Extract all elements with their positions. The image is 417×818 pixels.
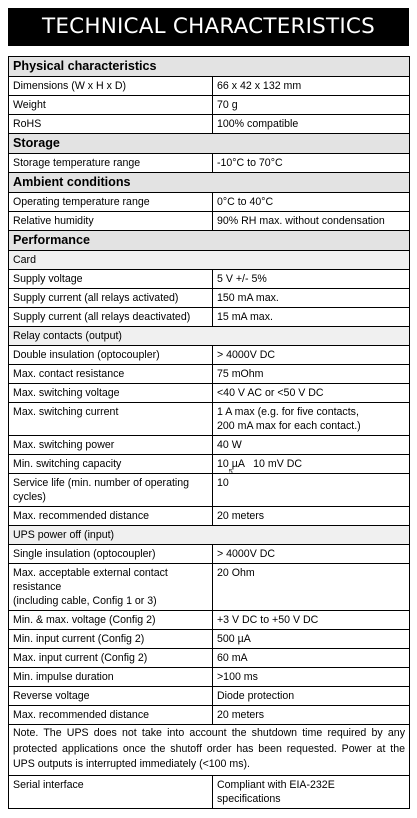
row-label bbox=[9, 474, 213, 507]
row-value: 20 Ohm bbox=[213, 564, 410, 611]
value-line: Compliant with EIA-232E bbox=[217, 778, 335, 791]
row-value: 20 meters bbox=[213, 706, 410, 725]
subsection-header bbox=[9, 251, 410, 270]
row-label: Max. switching power bbox=[9, 436, 213, 455]
row-value: 150 mA max. bbox=[213, 289, 410, 308]
table-row bbox=[9, 668, 410, 687]
tech-spec-table bbox=[8, 56, 410, 809]
row-label: Max. switching current bbox=[9, 403, 213, 436]
row-value: 15 mA max. bbox=[213, 308, 410, 327]
table-row bbox=[9, 611, 410, 630]
table-row bbox=[9, 545, 410, 564]
row-label: Supply current (all relays activated) bbox=[9, 289, 213, 308]
table-row bbox=[9, 403, 410, 436]
row-value: 60 mA bbox=[213, 649, 410, 668]
label-line: resistance bbox=[13, 581, 62, 593]
row-value: 90% RH max. without condensation bbox=[213, 212, 410, 231]
row-value: 500 µA bbox=[213, 630, 410, 649]
table-row bbox=[9, 154, 410, 173]
row-label: Max. contact resistance bbox=[9, 365, 213, 384]
note-text: Note. The UPS does not take into account the shutdown time required by any protected applications once the shutoff order has been requested. Power at the UPS outputs is interrupted immediately (<100 ms). bbox=[9, 725, 410, 776]
subsection-header bbox=[9, 327, 410, 346]
table-row bbox=[9, 706, 410, 725]
row-value: > 4000V DC bbox=[213, 346, 410, 365]
row-value: > 4000V DC bbox=[213, 545, 410, 564]
table-row bbox=[9, 507, 410, 526]
section-physical: Physical characteristics bbox=[9, 57, 410, 77]
row-value: Diode protection bbox=[213, 687, 410, 706]
row-label: Relative humidity bbox=[9, 212, 213, 231]
table-row bbox=[9, 308, 410, 327]
section-header bbox=[9, 173, 410, 193]
section-performance: Performance bbox=[9, 231, 410, 251]
row-value bbox=[213, 469, 410, 507]
row-label: Reverse voltage bbox=[9, 687, 213, 706]
row-label: Weight bbox=[9, 96, 213, 115]
row-value: 66 x 42 x 132 mm bbox=[213, 77, 410, 96]
row-label: Min. input current (Config 2) bbox=[9, 630, 213, 649]
row-label: Operating temperature range bbox=[9, 193, 213, 212]
row-label: Supply current (all relays deactivated) bbox=[9, 308, 213, 327]
label-line: Service life (min. number of operating bbox=[13, 477, 190, 489]
row-value: 100% compatible bbox=[213, 115, 410, 134]
row-value: >100 ms bbox=[213, 668, 410, 687]
row-label: Serial interface bbox=[9, 775, 213, 808]
row-label: Max. recommended distance bbox=[9, 507, 213, 526]
label-line: cycles) bbox=[13, 491, 46, 503]
table-row bbox=[9, 474, 410, 507]
row-label: Single insulation (optocoupler) bbox=[9, 545, 213, 564]
row-value: +3 V DC to +50 V DC bbox=[213, 611, 410, 630]
value-exponent: 5 bbox=[228, 469, 233, 476]
row-value: 10 µA 10 mV DC bbox=[213, 455, 410, 474]
row-label bbox=[9, 564, 213, 611]
table-row bbox=[9, 365, 410, 384]
label-line: Max. acceptable external contact bbox=[13, 567, 168, 579]
table-row bbox=[9, 687, 410, 706]
table-row bbox=[9, 115, 410, 134]
section-header bbox=[9, 134, 410, 154]
row-label: Storage temperature range bbox=[9, 154, 213, 173]
table-row bbox=[9, 455, 410, 474]
table-row bbox=[9, 630, 410, 649]
row-label: Double insulation (optocoupler) bbox=[9, 346, 213, 365]
table-row bbox=[9, 346, 410, 365]
table-row bbox=[9, 775, 410, 808]
row-label: Min. switching capacity bbox=[9, 455, 213, 474]
row-value: 70 g bbox=[213, 96, 410, 115]
section-ambient: Ambient conditions bbox=[9, 173, 410, 193]
row-label: RoHS bbox=[9, 115, 213, 134]
row-value: 75 mOhm bbox=[213, 365, 410, 384]
subsection-relay: Relay contacts (output) bbox=[9, 327, 410, 346]
row-value: <40 V AC or <50 V DC bbox=[213, 384, 410, 403]
table-row bbox=[9, 384, 410, 403]
subsection-header bbox=[9, 526, 410, 545]
table-row bbox=[9, 436, 410, 455]
value-base: 10 bbox=[217, 477, 229, 489]
row-value bbox=[213, 403, 410, 436]
row-value: 40 W bbox=[213, 436, 410, 455]
page-title: TECHNICAL CHARACTERISTICS bbox=[8, 8, 409, 46]
table-row bbox=[9, 564, 410, 611]
value-line: specifications bbox=[217, 792, 281, 805]
row-label: Min. & max. voltage (Config 2) bbox=[9, 611, 213, 630]
row-value: 5 V +/- 5% bbox=[213, 270, 410, 289]
section-storage: Storage bbox=[9, 134, 410, 154]
table-row bbox=[9, 193, 410, 212]
value-line: 200 mA max for each contact.) bbox=[217, 420, 361, 432]
row-value: -10°C to 70°C bbox=[213, 154, 410, 173]
section-header bbox=[9, 231, 410, 251]
subsection-ups: UPS power off (input) bbox=[9, 526, 410, 545]
table-row bbox=[9, 212, 410, 231]
row-label: Dimensions (W x H x D) bbox=[9, 77, 213, 96]
section-header bbox=[9, 57, 410, 77]
row-value bbox=[213, 775, 410, 808]
table-row bbox=[9, 289, 410, 308]
table-row bbox=[9, 77, 410, 96]
value-line: 1 A max (e.g. for five contacts, bbox=[217, 406, 359, 418]
label-line: (including cable, Config 1 or 3) bbox=[13, 595, 157, 607]
table-row bbox=[9, 649, 410, 668]
table-row bbox=[9, 96, 410, 115]
row-label: Max. input current (Config 2) bbox=[9, 649, 213, 668]
row-label: Min. impulse duration bbox=[9, 668, 213, 687]
subsection-card: Card bbox=[9, 251, 410, 270]
table-row bbox=[9, 270, 410, 289]
row-value: 0°C to 40°C bbox=[213, 193, 410, 212]
row-value: 20 meters bbox=[213, 507, 410, 526]
row-label: Max. recommended distance bbox=[9, 706, 213, 725]
row-label: Max. switching voltage bbox=[9, 384, 213, 403]
note-row bbox=[9, 725, 410, 776]
row-label: Supply voltage bbox=[9, 270, 213, 289]
